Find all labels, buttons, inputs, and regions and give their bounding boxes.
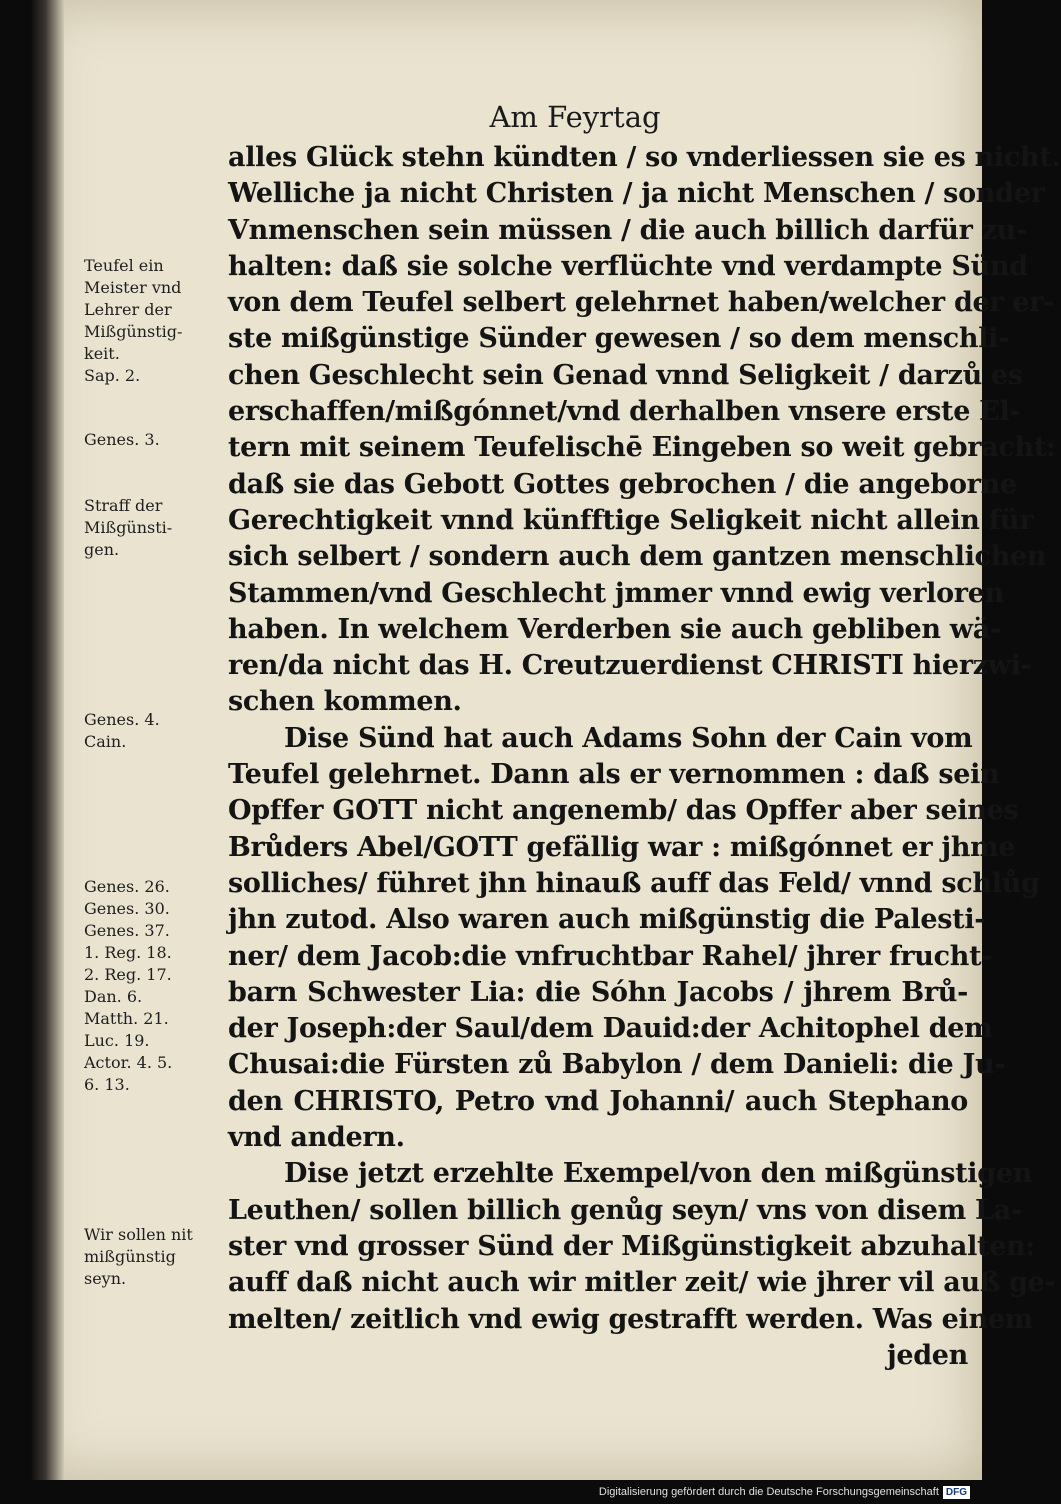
text-line: ner/ dem Jacob:die vnfruchtbar Rahel/ jhrer frucht- [228, 940, 993, 972]
page-gutter-shadow [30, 0, 64, 1480]
catchword: jeden [886, 1339, 968, 1371]
text-line: ster vnd grosser Sünd der Mißgünstigkeit abzuhalten: [228, 1230, 1036, 1262]
text-line: Gerechtigkeit vnnd künfftige Seligkeit nicht allein für [228, 504, 1034, 536]
text-line: von dem Teufel selbert gelehrnet haben/welcher der er- [228, 287, 1055, 319]
text-line: Dise Sünd hat auch Adams Sohn der Cain vom [284, 722, 973, 754]
text-line: barn Schwester Lia: die Sóhn Jacobs / jhrem Brů- [228, 976, 968, 1008]
text-line: haben. In welchem Verderben sie auch gebliben wä- [228, 613, 1001, 645]
text-line: Chusai:die Fürsten zů Babylon / dem Danieli: die Ju- [228, 1049, 1006, 1081]
text-line: den CHRISTO, Petro vnd Johanni/ auch Stephano [228, 1085, 968, 1117]
text-line: tern mit seinem Teufelischē Eingeben so weit gebracht: [228, 432, 1056, 464]
text-line: erschaffen/mißgónnet/vnd derhalben vnsere erste El- [228, 396, 1021, 428]
text-line: Dise jetzt erzehlte Exempel/von den mißgünstigen [284, 1158, 1033, 1190]
main-text-block [228, 140, 1061, 1374]
dfg-logo: DFG [943, 1486, 970, 1499]
margin-note: Wir sollen nit mißgünstig seyn. [84, 1225, 193, 1288]
margin-note: Teufel ein Meister vnd Lehrer der Mißgünstig- keit. Sap. 2. [84, 256, 183, 385]
running-header: Am Feyrtag [489, 100, 661, 134]
text-line: Brůders Abel/GOTT gefällig war : mißgónnet er jhme [228, 831, 1016, 863]
text-line: Opffer GOTT nicht angenemb/ das Opffer aber seines [228, 795, 1019, 827]
text-line: Vnmenschen sein müssen / die auch billich darfür zu- [228, 214, 1027, 246]
text-line: der Joseph:der Saul/dem Dauid:der Achitophel dem [228, 1013, 993, 1045]
credit-text: Digitalisierung gefördert durch die Deutsche Forschungsgemeinschaft [598, 1486, 939, 1498]
margin-note: Genes. 3. [84, 430, 160, 449]
text-line: ste mißgünstige Sünder gewesen / so dem menschli- [228, 323, 1010, 355]
text-line: alles Glück stehn kündten / so vnderliessen sie es nicht. [228, 142, 1061, 173]
text-line: chen Geschlecht sein Genad vnnd Seligkeit / darzů es [228, 359, 1023, 391]
margin-note: Genes. 26. Genes. 30. Genes. 37. 1. Reg. 18. 2. Reg. 17. Dan. 6. Matth. 21. Luc. 19. Actor. 4. 5. 6. 13. [84, 877, 173, 1094]
text-line: auff daß nicht auch wir mitler zeit/ wie jhrer vil auß ge- [228, 1267, 1056, 1299]
text-line: jhn zutod. Also waren auch mißgünstig die Palesti- [228, 904, 986, 936]
text-line: solliches/ führet jhn hinauß auff das Feld/ vnnd schlůg [228, 867, 1040, 899]
text-line: Stammen/vnd Geschlecht jmmer vnnd ewig verloren [228, 577, 1004, 609]
text-line: halten: daß sie solche verflüchte vnd verdampte Sünd [228, 250, 1028, 282]
text-line: Teufel gelehrnet. Dann als er vernommen : daß sein [228, 759, 1000, 791]
margin-note: Straff der Mißgünsti- gen. [84, 496, 173, 559]
text-line: Welliche ja nicht Christen / ja nicht Menschen / sonder [228, 178, 1045, 210]
text-line: melten/ zeitlich vnd ewig gestrafft werden. Was einem [228, 1303, 1033, 1335]
digitization-credit [599, 1482, 970, 1502]
text-line: ren/da nicht das H. Creutzuerdienst CHRISTI hierzwi- [228, 650, 1032, 682]
text-line: daß sie das Gebott Gottes gebrochen / die angeborne [228, 468, 1017, 500]
text-line: schen kommen. [228, 686, 462, 718]
margin-note: Genes. 4. Cain. [84, 710, 160, 751]
text-line: sich selbert / sondern auch dem gantzen menschlichen [228, 541, 1047, 573]
text-line: Leuthen/ sollen billich genůg seyn/ vns von disem La- [228, 1194, 1022, 1226]
text-line: vnd andern. [228, 1122, 405, 1154]
